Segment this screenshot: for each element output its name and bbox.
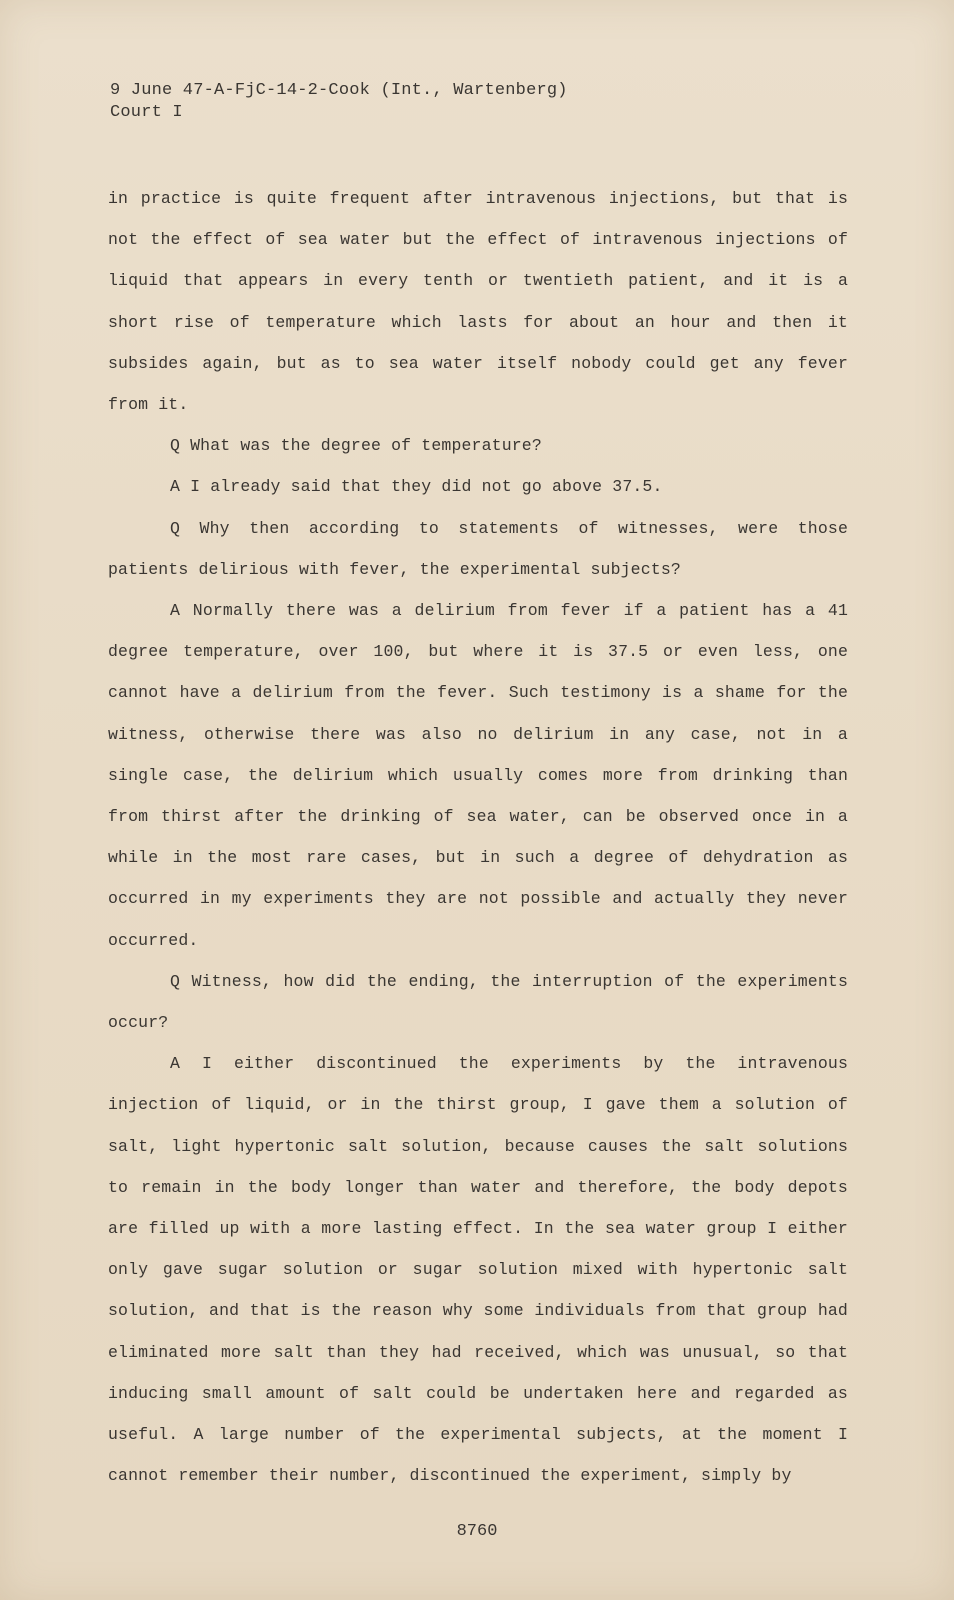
page-header <box>110 80 568 124</box>
header-reference-line: 9 June 47-A-FjC-14-2-Cook (Int., Wartenberg) <box>110 81 568 100</box>
question-paragraph: Q What was the degree of temperature? <box>170 436 542 456</box>
answer-paragraph: A I already said that they did not go above 37.5. <box>170 477 663 497</box>
header-court-line: Court I <box>110 103 183 122</box>
page-number: 8760 <box>456 1522 498 1541</box>
transcript-body <box>108 178 848 1497</box>
answer-paragraph: A Normally there was a delirium from fever if a patient has a 41 degree temperature, over 100, but where it is 37.5 or even less, one cannot have a delirium from the fever. Such testimony is a shame for the witness, otherwise there was also no delirium in any case, not in a single case, the delirium which usually comes more from drinking than from thirst after the drinking of sea water, can be observed once in a while in the most rare cases, but in such a degree of dehydration as occurred in my experiments they are not possible and actually they never occurred. <box>108 601 848 950</box>
question-paragraph: Q Why then according to statements of witnesses, were those patients delirious with fever, the experimental subjects? <box>108 518 848 579</box>
transcript-paragraph: in practice is quite frequent after intravenous injections, but that is not the effect of sea water but the effect of intravenous injections of liquid that appears in every tenth or twentieth patient, and it is a short rise of temperature which lasts for about an hour and then it subsides again, but as to sea water itself nobody could get any fever from it. <box>108 189 848 415</box>
question-paragraph: Q Witness, how did the ending, the interruption of the experiments occur? <box>108 971 848 1033</box>
answer-paragraph: A I either discontinued the experiments by the intravenous injection of liquid, or in the thirst group, I gave them a solution of salt, light hypertonic salt solution, because causes the salt solutions to remain in the body longer than water and therefore, the body depots are filled up with a more lasting effect. In the sea water group I either only gave sugar solution or sugar solution mixed with hypertonic salt solution, and that is the reason why some individuals from that group had eliminated more salt than they had received, which was unusual, so that inducing small amount of salt could be undertaken here and regarded as useful. A large number of the experimental subjects, at the moment I cannot remember their number, discontinued the experiment, simply by <box>108 1054 848 1486</box>
